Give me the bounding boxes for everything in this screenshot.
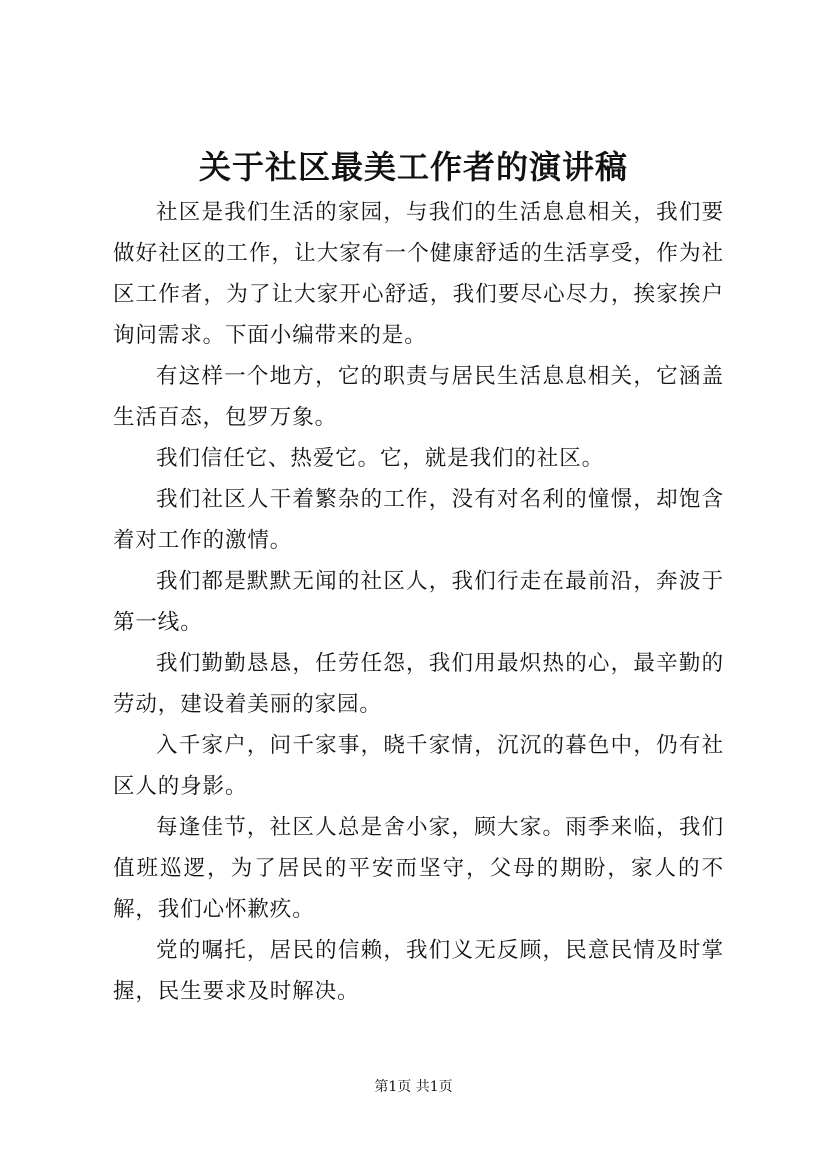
paragraph: 每逢佳节，社区人总是舍小家，顾大家。雨季来临，我们值班巡逻，为了居民的平安而坚守，父母的期盼，家人的不解，我们心怀歉疚。 — [113, 815, 724, 922]
paragraph: 我们信任它、热爱它。它，就是我们的社区。 — [156, 446, 605, 471]
paragraph: 党的嘱托，居民的信赖，我们义无反顾，民意民情及时掌握，民生要求及时解决。 — [113, 938, 724, 1004]
page-title: 关于社区最美工作者的演讲稿 — [198, 148, 628, 186]
document-body — [113, 192, 724, 1012]
paragraph: 我们勤勤恳恳，任劳任怨，我们用最炽热的心，最辛勤的劳动，建设着美丽的家园。 — [113, 651, 724, 717]
page-number-footer: 第1页 共1页 — [374, 1079, 453, 1095]
paragraph: 我们社区人干着繁杂的工作，没有对名利的憧憬，却饱含着对工作的激情。 — [113, 487, 724, 553]
paragraph: 入千家户，问千家事，晓千家情，沉沉的暮色中，仍有社区人的身影。 — [113, 733, 724, 799]
paragraph: 社区是我们生活的家园，与我们的生活息息相关，我们要做好社区的工作，让大家有一个健康舒适的生活享受，作为社区工作者，为了让大家开心舒适，我们要尽心尽力，挨家挨户询问需求。下面小编带来的是。 — [113, 200, 724, 348]
paragraph: 有这样一个地方，它的职责与居民生活息息相关，它涵盖生活百态，包罗万象。 — [113, 364, 724, 430]
paragraph: 我们都是默默无闻的社区人，我们行走在最前沿，奔波于第一线。 — [113, 569, 724, 635]
